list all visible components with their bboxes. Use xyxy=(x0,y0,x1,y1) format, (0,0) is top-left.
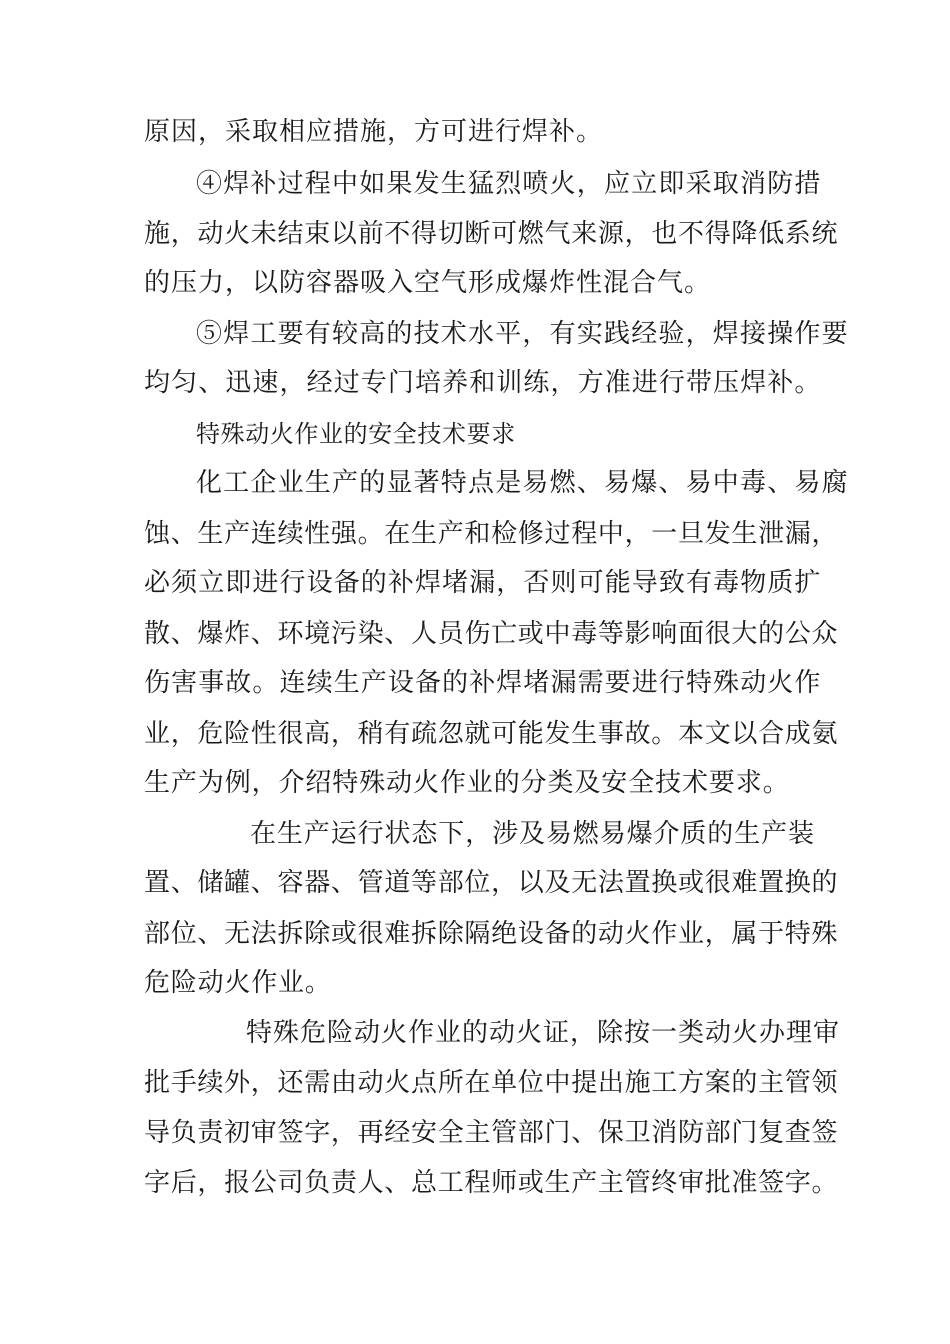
text-line: 特殊危险动火作业的动火证，除按一类动火办理审 xyxy=(246,1018,841,1048)
text-line: 伤害事故。连续生产设备的补焊堵漏需要进行特殊动火作 xyxy=(144,668,822,698)
text-line: 化工企业生产的显著特点是易燃、易爆、易中毒、易腐 xyxy=(196,468,849,498)
text-line: 原因，采取相应措施，方可进行焊补。 xyxy=(144,117,604,147)
text-line: 施，动火未结束以前不得切断可燃气来源，也不得降低系统 xyxy=(144,219,839,249)
text-line: 的压力，以防容器吸入空气形成爆炸性混合气。 xyxy=(144,268,712,298)
text-line: ④焊补过程中如果发生猛烈喷火，应立即采取消防措 xyxy=(196,169,822,199)
text-line: 蚀、生产连续性强。在生产和检修过程中，一旦发生泄漏， xyxy=(144,519,839,549)
text-line: 导负责初审签字，再经安全主管部门、保卫消防部门复查签 xyxy=(144,1118,839,1148)
text-line: 部位、无法拆除或很难拆除隔绝设备的动火作业，属于特殊 xyxy=(144,919,839,949)
text-line: ⑤焊工要有较高的技术水平，有实践经验，焊接操作要 xyxy=(196,319,849,349)
text-line: 必须立即进行设备的补焊堵漏，否则可能导致有毒物质扩 xyxy=(144,568,822,598)
text-line: 散、爆炸、环境污染、人员伤亡或中毒等影响面很大的公众 xyxy=(144,619,839,649)
text-line: 字后，报公司负责人、总工程师或生产主管终审批准签字。 xyxy=(144,1168,839,1198)
text-line: 业，危险性很高，稍有疏忽就可能发生事故。本文以合成氨 xyxy=(144,719,839,749)
text-line: 生产为例，介绍特殊动火作业的分类及安全技术要求。 xyxy=(144,768,790,798)
text-line: 在生产运行状态下，涉及易燃易爆介质的生产装 xyxy=(250,819,815,849)
text-line: 均匀、迅速，经过专门培养和训练，方准进行带压焊补。 xyxy=(144,368,822,398)
text-line: 置、储罐、容器、管道等部位，以及无法置换或很难置换的 xyxy=(144,868,839,898)
text-line: 批手续外，还需由动火点所在单位中提出施工方案的主管领 xyxy=(144,1068,839,1098)
section-heading: 特殊动火作业的安全技术要求 xyxy=(196,420,516,448)
text-line: 危险动火作业。 xyxy=(144,968,332,998)
